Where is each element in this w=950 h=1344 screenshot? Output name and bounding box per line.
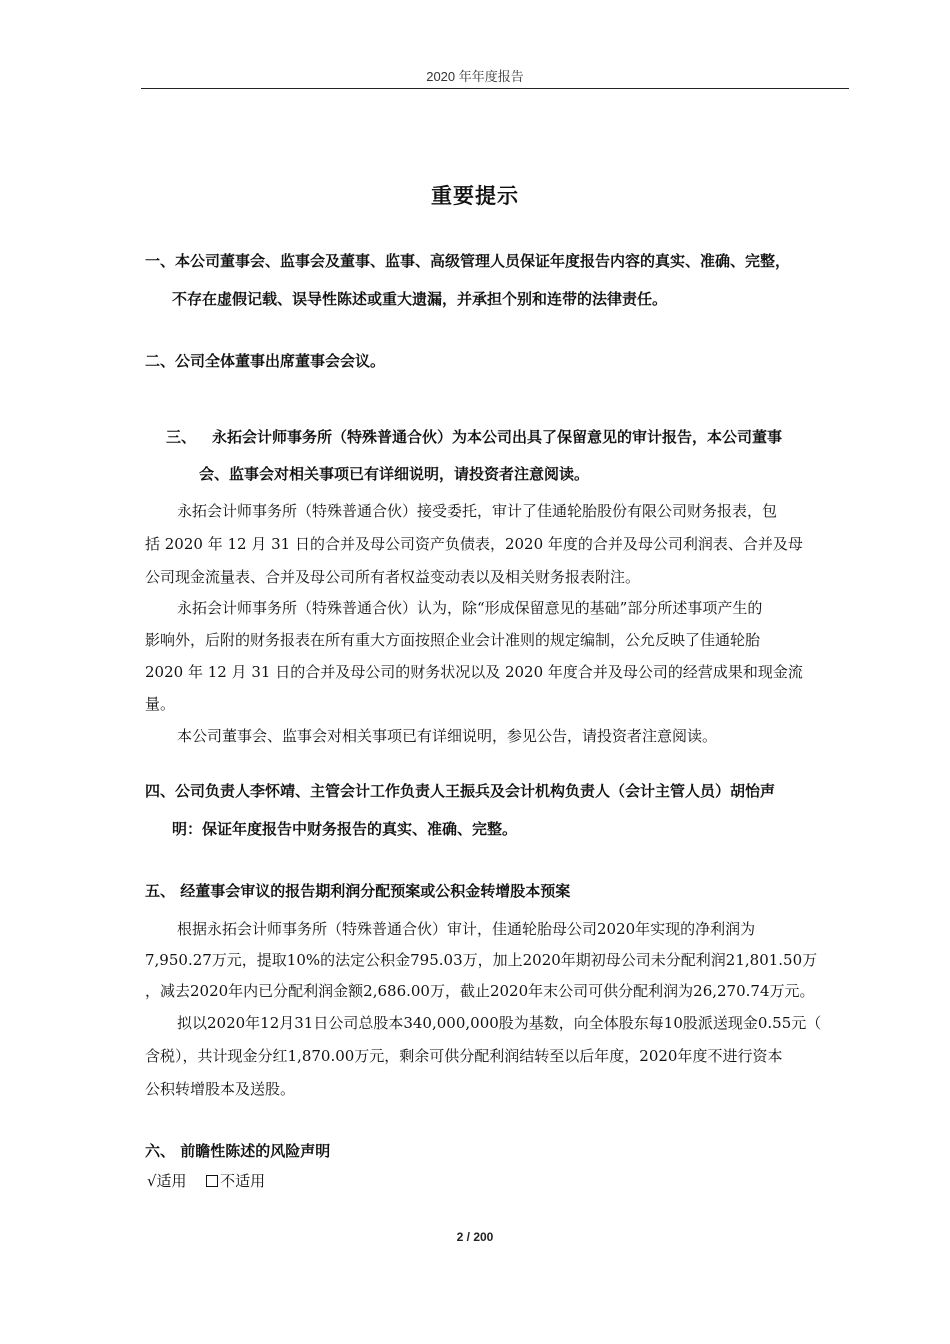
- page-title: 重要提示: [431, 183, 519, 208]
- section-three-paragraph-2-line: 永拓会计师事务所（特殊普通合伙）认为，除“形成保留意见的基础”部分所述事项产生的: [177, 599, 763, 617]
- section-five-paragraph-1-line: 根据永拓会计师事务所（特殊普通合伙）审计，佳通轮胎母公司2020年实现的净利润为: [177, 920, 756, 938]
- applicable-option: √适用: [147, 1172, 187, 1190]
- section-three-paragraph-1-line: 括 2020 年 12 月 31 日的合并及母公司资产负债表，2020 年度的合并及母公司利润表、合并及母: [145, 535, 803, 553]
- section-five-paragraph-2-line: 公积转增股本及送股。: [145, 1080, 296, 1098]
- page-header: 2020 年年度报告: [426, 69, 524, 84]
- header-divider: [141, 88, 849, 89]
- checkbox-icon: [206, 1175, 218, 1187]
- section-one-line-2: 不存在虚假记载、误导性陈述或重大遗漏，并承担个别和连带的法律责任。: [172, 290, 668, 308]
- section-two-line-1: 二、公司全体董事出席董事会会议。: [145, 352, 386, 370]
- section-three-line-2: 会、监事会对相关事项已有详细说明，请投资者注意阅读。: [199, 465, 590, 483]
- applicability-options: [147, 1170, 265, 1191]
- page-number: 2 / 200: [456, 1230, 494, 1244]
- section-three-line-1: 永拓会计师事务所（特殊普通合伙）为本公司出具了保留意见的审计报告，本公司董事: [212, 428, 783, 446]
- section-five-paragraph-2-line: 拟以2020年12月31日公司总股本340,000,000股为基数，向全体股东每10股派送现金0.55元（: [177, 1014, 822, 1032]
- section-three-paragraph-1-line: 公司现金流量表、合并及母公司所有者权益变动表以及相关财务报表附注。: [145, 568, 641, 586]
- section-three-paragraph-2-line: 量。: [145, 695, 176, 713]
- section-four-line-1: 四、公司负责人李怀靖、主管会计工作负责人王振兵及会计机构负责人（会计主管人员）胡怡声: [145, 782, 776, 800]
- not-applicable-option: 不适用: [220, 1172, 266, 1190]
- section-three-paragraph-1-line: 永拓会计师事务所（特殊普通合伙）接受委托，审计了佳通轮胎股份有限公司财务报表，包: [177, 502, 778, 520]
- section-one-line-1: 一、本公司董事会、监事会及董事、监事、高级管理人员保证年度报告内容的真实、准确、完整，: [145, 252, 791, 270]
- section-five-paragraph-2-line: 含税），共计现金分红1,870.00万元，剩余可供分配利润结转至以后年度，2020年度不进行资本: [145, 1047, 783, 1065]
- section-five-paragraph-1-line: ，减去2020年内已分配利润金额2,686.00万，截止2020年末公司可供分配利润为26,270.74万元。: [145, 982, 815, 1000]
- section-five-heading: 五、 经董事会审议的报告期利润分配预案或公积金转增股本预案: [145, 882, 571, 900]
- section-three-paragraph-3: 本公司董事会、监事会对相关事项已有详细说明，参见公告，请投资者注意阅读。: [177, 727, 718, 745]
- section-four-line-2: 明：保证年度报告中财务报告的真实、准确、完整。: [172, 820, 518, 838]
- section-six-heading: 六、 前瞻性陈述的风险声明: [145, 1142, 331, 1160]
- section-three-paragraph-2-line: 2020 年 12 月 31 日的合并及母公司的财务状况以及 2020 年度合并及母公司的经营成果和现金流: [145, 663, 803, 681]
- section-three-paragraph-2-line: 影响外，后附的财务报表在所有重大方面按照企业会计准则的规定编制，公允反映了佳通轮胎: [145, 631, 761, 649]
- section-five-paragraph-1-line: 7,950.27万元，提取10%的法定公积金795.03万，加上2020年期初母公司未分配利润21,801.50万: [145, 951, 818, 969]
- section-three-number: 三、: [166, 428, 197, 446]
